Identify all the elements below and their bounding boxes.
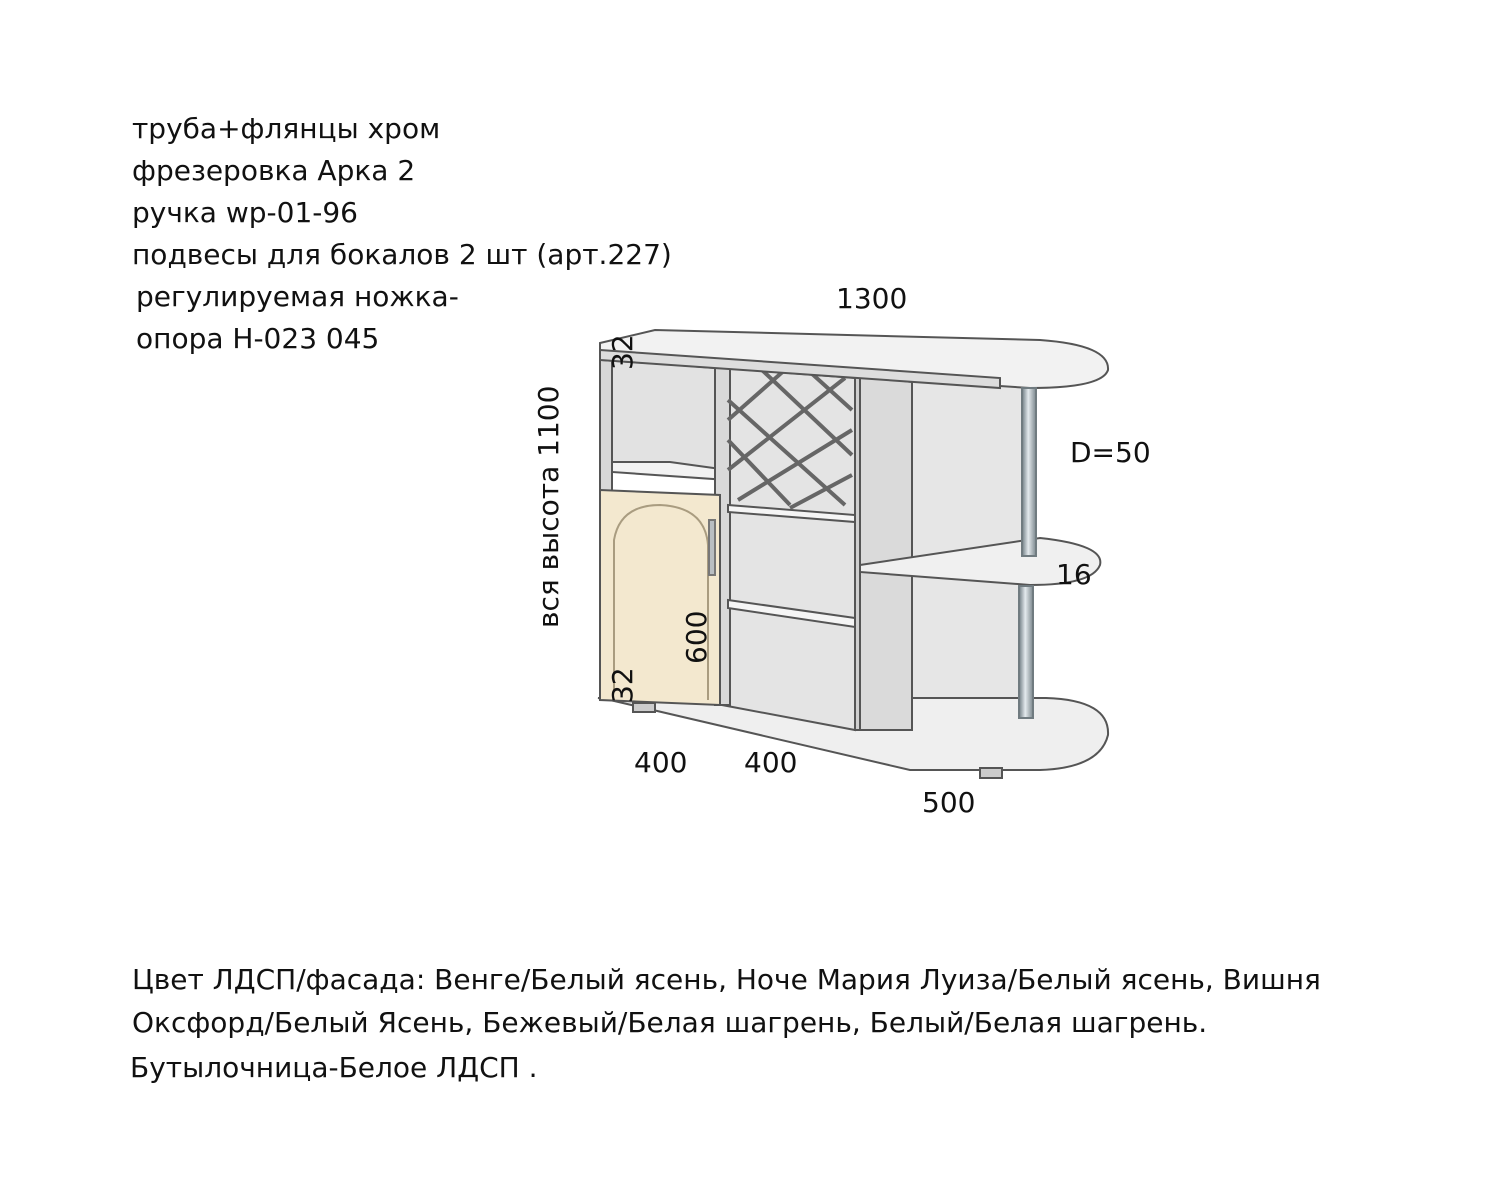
- dim-total-height: вся высота 1100: [532, 385, 565, 628]
- dim-door-height: 600: [680, 610, 713, 664]
- foot-right: [980, 768, 1002, 778]
- color-options-text: Цвет ЛДСП/фасада: Венге/Белый ясень, Ноче Мария Луиза/Белый ясень, Вишня Оксфорд/Белый Ясень, Бежевый/Белая шагрень, Белый/Белая шагрень.: [132, 963, 1321, 1039]
- spec-line-handle: ручка wp-01-96: [132, 196, 358, 229]
- right-back-panel: [908, 370, 1025, 710]
- bottle-rack-note: Бутылочница-Белое ЛДСП .: [130, 1051, 538, 1084]
- dim-section-right: 500: [922, 786, 976, 819]
- dim-section-middle: 400: [744, 746, 798, 779]
- pipe-upper: [1022, 388, 1036, 556]
- right-divider: [855, 375, 912, 730]
- dim-top-thickness: 32: [606, 334, 639, 370]
- dim-section-left: 400: [634, 746, 688, 779]
- foot-left: [633, 703, 655, 712]
- color-options: [132, 958, 1332, 1089]
- pipe-lower: [1019, 586, 1033, 718]
- dim-bottom-thickness: 32: [606, 667, 639, 703]
- dim-shelf-thickness: 16: [1056, 558, 1092, 591]
- dim-width: 1300: [836, 282, 908, 315]
- spec-line-support: опора Н-023 045: [136, 322, 380, 355]
- spec-line-glass-holders: подвесы для бокалов 2 шт (арт.227): [132, 238, 672, 271]
- dim-pipe-diameter: D=50: [1070, 436, 1151, 469]
- right-divider-front: [855, 375, 860, 730]
- left-niche: [612, 360, 715, 470]
- spec-line-leg: регулируемая ножка-: [136, 280, 459, 313]
- spec-line-milling: фрезеровка Арка 2: [132, 154, 416, 187]
- spec-line-pipe: труба+флянцы хром: [132, 112, 441, 145]
- door-handle: [709, 520, 715, 575]
